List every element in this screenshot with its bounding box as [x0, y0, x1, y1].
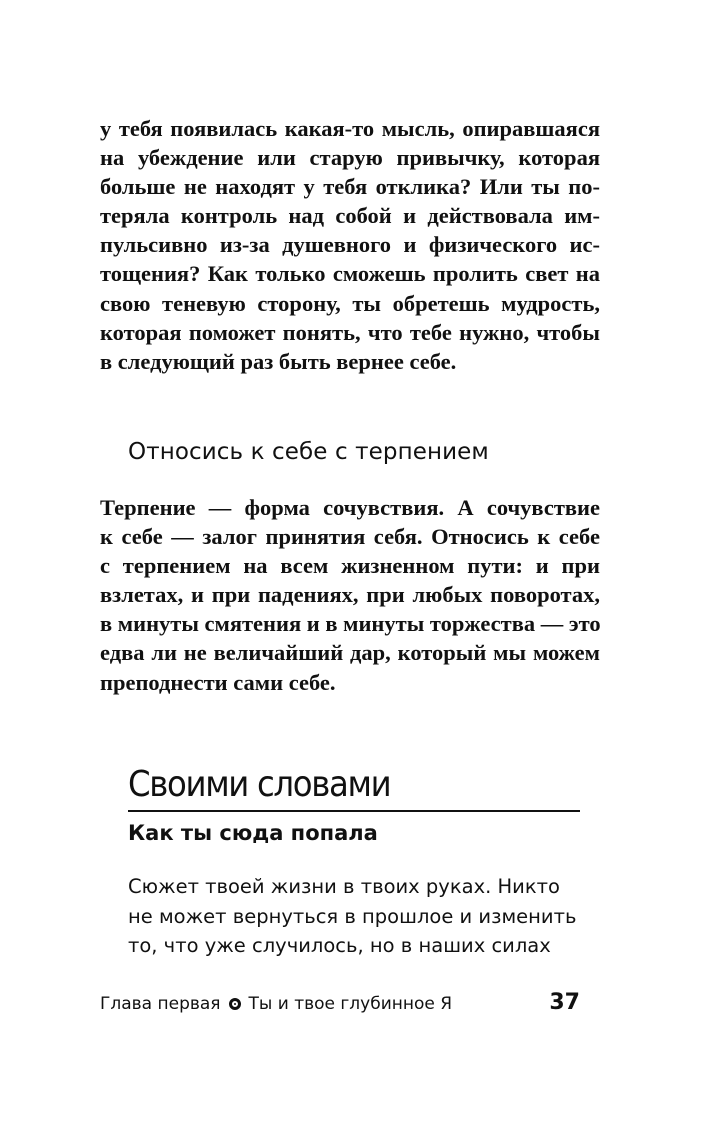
paragraph-line: у тебя появилась какая-то мысль, опиравшаяся	[100, 116, 600, 141]
paragraph-line: с терпением на всем жизненном пути: и при	[100, 553, 600, 579]
paragraph-line: едва ли не величайший дар, который мы можем	[100, 640, 600, 666]
intro-line: Сюжет твоей жизни в твоих руках. Никто	[128, 875, 560, 898]
page-number: 37	[549, 990, 580, 1015]
running-footer	[100, 990, 452, 1018]
paragraph-line: к себе — залог принятия себя. Относись к себе	[100, 524, 600, 550]
paragraph-line: в минуты смятения и в минуты торжества — это	[100, 611, 601, 637]
chapter-title: Ты и твое глубинное Я	[248, 994, 453, 1014]
subheading-patience: Относись к себе с терпением	[128, 439, 489, 465]
chapter-label: Глава первая	[100, 994, 221, 1014]
section-intro-text	[128, 872, 580, 961]
body-paragraph-shadow-side	[100, 114, 600, 376]
paragraph-line: больше не находят у тебя отклика? Или ты по-	[100, 174, 600, 200]
section-divider	[128, 810, 580, 812]
body-paragraph-patience	[100, 493, 600, 697]
bullet-separator-icon	[229, 998, 241, 1010]
paragraph-line: взлетах, и при падениях, при любых поворотах,	[100, 582, 600, 608]
intro-line: то, что уже случилось, но в наших силах	[128, 934, 551, 957]
paragraph-line: Терпение — форма сочувствия. А сочувствие	[100, 495, 600, 520]
paragraph-line: пульсивно из-за душевного и физического ис-	[100, 232, 600, 258]
paragraph-line: тощения? Как только сможешь пролить свет на	[100, 261, 600, 287]
intro-line: не может вернуться в прошлое и изменить	[128, 904, 577, 928]
section-title: Своими словами	[128, 764, 391, 805]
paragraph-line: в следующий раз быть вернее себе.	[100, 348, 457, 374]
paragraph-line: свою теневую сторону, ты обретешь мудрость,	[100, 290, 600, 316]
paragraph-line: преподнести сами себе.	[100, 669, 336, 695]
page-footer	[100, 990, 580, 1018]
paragraph-line: на убеждение или старую привычку, которая	[100, 145, 600, 171]
paragraph-line: теряла контроль над собой и действовала им-	[100, 203, 600, 229]
paragraph-line: которая поможет понять, что тебе нужно, чтобы	[100, 319, 600, 345]
section-subtitle: Как ты сюда попала	[128, 821, 378, 845]
